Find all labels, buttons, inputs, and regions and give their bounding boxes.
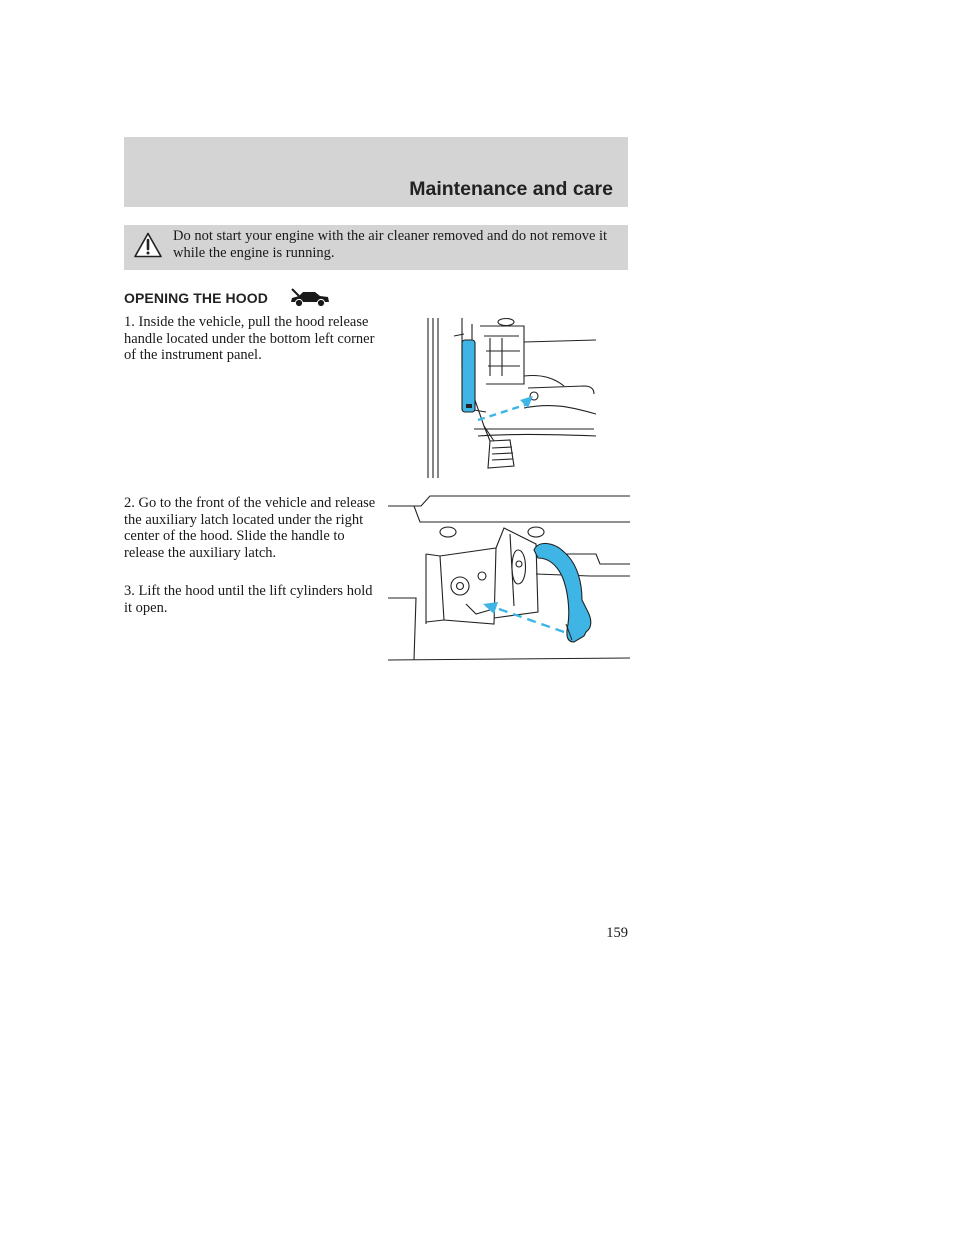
step-2-text: 2. Go to the front of the vehicle and release the auxiliary latch located under the right center of the hood. Slide the handle to release the auxiliary latch. [124, 495, 376, 561]
chapter-title: Maintenance and care [409, 178, 613, 200]
hood-release-handle-illustration [424, 316, 602, 480]
auxiliary-latch-illustration [386, 494, 631, 662]
car-hood-icon [289, 287, 331, 309]
section-heading: OPENING THE HOOD [124, 290, 268, 306]
warning-text: Do not start your engine with the air cleaner removed and do not remove it while the engine is running. [173, 228, 608, 261]
step-1-text: 1. Inside the vehicle, pull the hood release handle located under the bottom left corner of the instrument panel. [124, 314, 375, 363]
page-number: 159 [606, 925, 628, 941]
step-3-text: 3. Lift the hood until the lift cylinders hold it open. [124, 583, 373, 616]
warning-triangle-icon [134, 232, 162, 258]
section-header-band [124, 137, 628, 207]
warning-box [124, 225, 628, 270]
